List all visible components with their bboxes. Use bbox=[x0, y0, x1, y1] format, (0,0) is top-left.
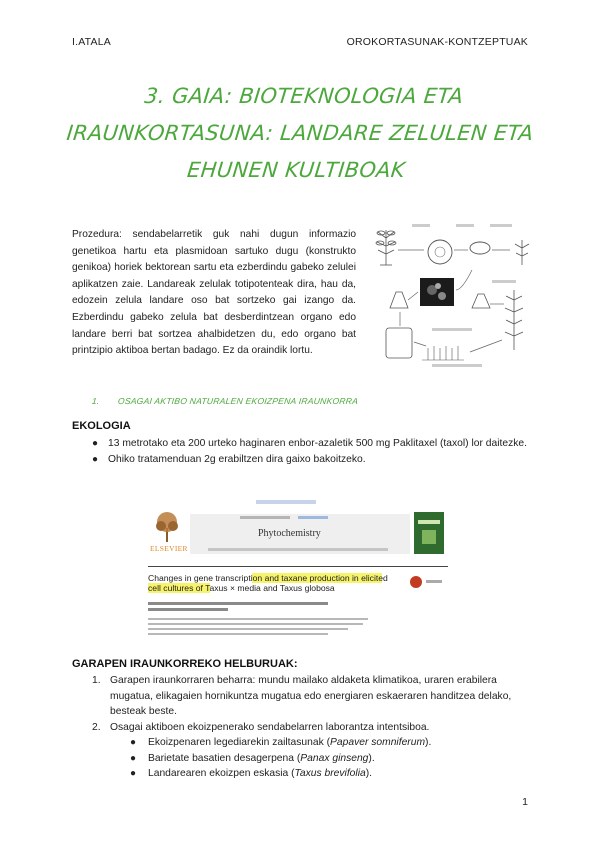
section-1-number: 1. bbox=[91, 396, 101, 406]
elsevier-tree-icon bbox=[152, 512, 182, 542]
species-name: Panax ginseng bbox=[300, 752, 369, 764]
list-item bbox=[92, 751, 532, 767]
header-left: I.ATALA bbox=[72, 36, 111, 48]
list-item-text: Ohiko tratamenduan 2g erabiltzen dira gaixo bakoitzeko. bbox=[108, 453, 366, 465]
header-right: OROKORTASUNAK-KONTZEPTUAK bbox=[346, 36, 528, 48]
section-1-title: OSAGAI AKTIBO NATURALEN EKOIZPENA IRAUNKORRA bbox=[117, 396, 359, 406]
article-title: Changes in gene transcription and taxane production in elicited cell cultures of Taxus × media and Taxus globosa bbox=[148, 573, 388, 593]
list-number: 2. bbox=[92, 721, 101, 733]
sub-item-end: ). bbox=[365, 768, 373, 779]
list-item bbox=[92, 766, 532, 782]
list-item-text: 13 metrotako eta 200 urteko haginaren enbor-azaletik 500 mg Paklitaxel (taxol) lor daitezke. bbox=[108, 438, 527, 449]
sub-item-end: ). bbox=[368, 752, 375, 764]
journal-name: Phytochemistry bbox=[258, 528, 321, 539]
species-name: Taxus brevifolia bbox=[294, 768, 366, 779]
title-line-1: 3. GAIA: BIOTEKNOLOGIA ETA bbox=[143, 84, 465, 108]
garapen-sublist bbox=[92, 735, 532, 782]
ekologia-heading: EKOLOGIA bbox=[72, 420, 131, 432]
title-line-3: EHUNEN KULTIBOAK bbox=[186, 158, 407, 182]
title-line-2: IRAUNKORTASUNA: LANDARE ZELULEN ETA bbox=[65, 121, 535, 145]
intro-paragraph: Prozedura: sendabelarretik guk nahi dugun informazio genetikoa hartu eta plasmidoan sartuko dugu (konstrukto genikoa) horiek bektorean sartu eta ezberdindu gabeko zelulei aplikatzen zaie. Landareak zelulak totipotenteak dira, hau da, edozein zelula landare oso bat sortzeko gai izango da. Ezberdindu gabeko zelula bat desberdintzean organo edo landare berri bat sortzea ahalbidetzen du, edo organo bat printzipio aktiboa bertan badago. Ez da oraindik lortu. bbox=[72, 229, 356, 357]
list-item bbox=[92, 673, 532, 720]
list-item-text: Osagai aktiboen ekoizpenerako sendabelarren laborantza intentsiboa. bbox=[110, 721, 430, 733]
crossmark-icon bbox=[410, 576, 422, 588]
list-item-text: Garapen iraunkorraren beharra: mundu mailako aldaketa klimatikoa, uraren erabilera mugatua, elikagaien hornikuntza mugatua edo energiaren eskaeraren handitzea delako, besteak beste. bbox=[110, 675, 512, 717]
page-title bbox=[54, 78, 546, 189]
plant-transformation-diagram bbox=[372, 220, 538, 370]
species-name: Papaver somniferum bbox=[330, 737, 426, 748]
garapen-heading: GARAPEN IRAUNKORREKO HELBURUAK: bbox=[72, 658, 298, 670]
article-screenshot bbox=[148, 498, 448, 638]
section-1-heading bbox=[91, 396, 358, 406]
sub-item-text: Ekoizpenaren legediarekin zailtasunak ( bbox=[148, 737, 331, 748]
list-item bbox=[92, 452, 532, 468]
garapen-list bbox=[92, 673, 532, 735]
list-item bbox=[92, 720, 532, 736]
sub-item-end: ). bbox=[425, 737, 432, 748]
bullet-icon: ● bbox=[130, 768, 137, 779]
list-item bbox=[92, 436, 532, 452]
sub-item-text: Landarearen ekoizpen eskasia ( bbox=[148, 768, 295, 779]
publisher-name: ELSEVIER bbox=[150, 544, 188, 553]
list-number: 1. bbox=[92, 675, 101, 686]
bullet-icon: ● bbox=[92, 438, 99, 449]
list-item bbox=[92, 735, 532, 751]
article-header-graphic bbox=[148, 498, 448, 638]
bullet-icon: ● bbox=[92, 453, 99, 465]
bullet-icon: ● bbox=[130, 737, 137, 748]
sub-item-text: Barietate basatien desagerpena ( bbox=[148, 752, 301, 764]
ekologia-list bbox=[92, 436, 532, 467]
page-number: 1 bbox=[522, 796, 528, 808]
bullet-icon: ● bbox=[130, 752, 137, 764]
